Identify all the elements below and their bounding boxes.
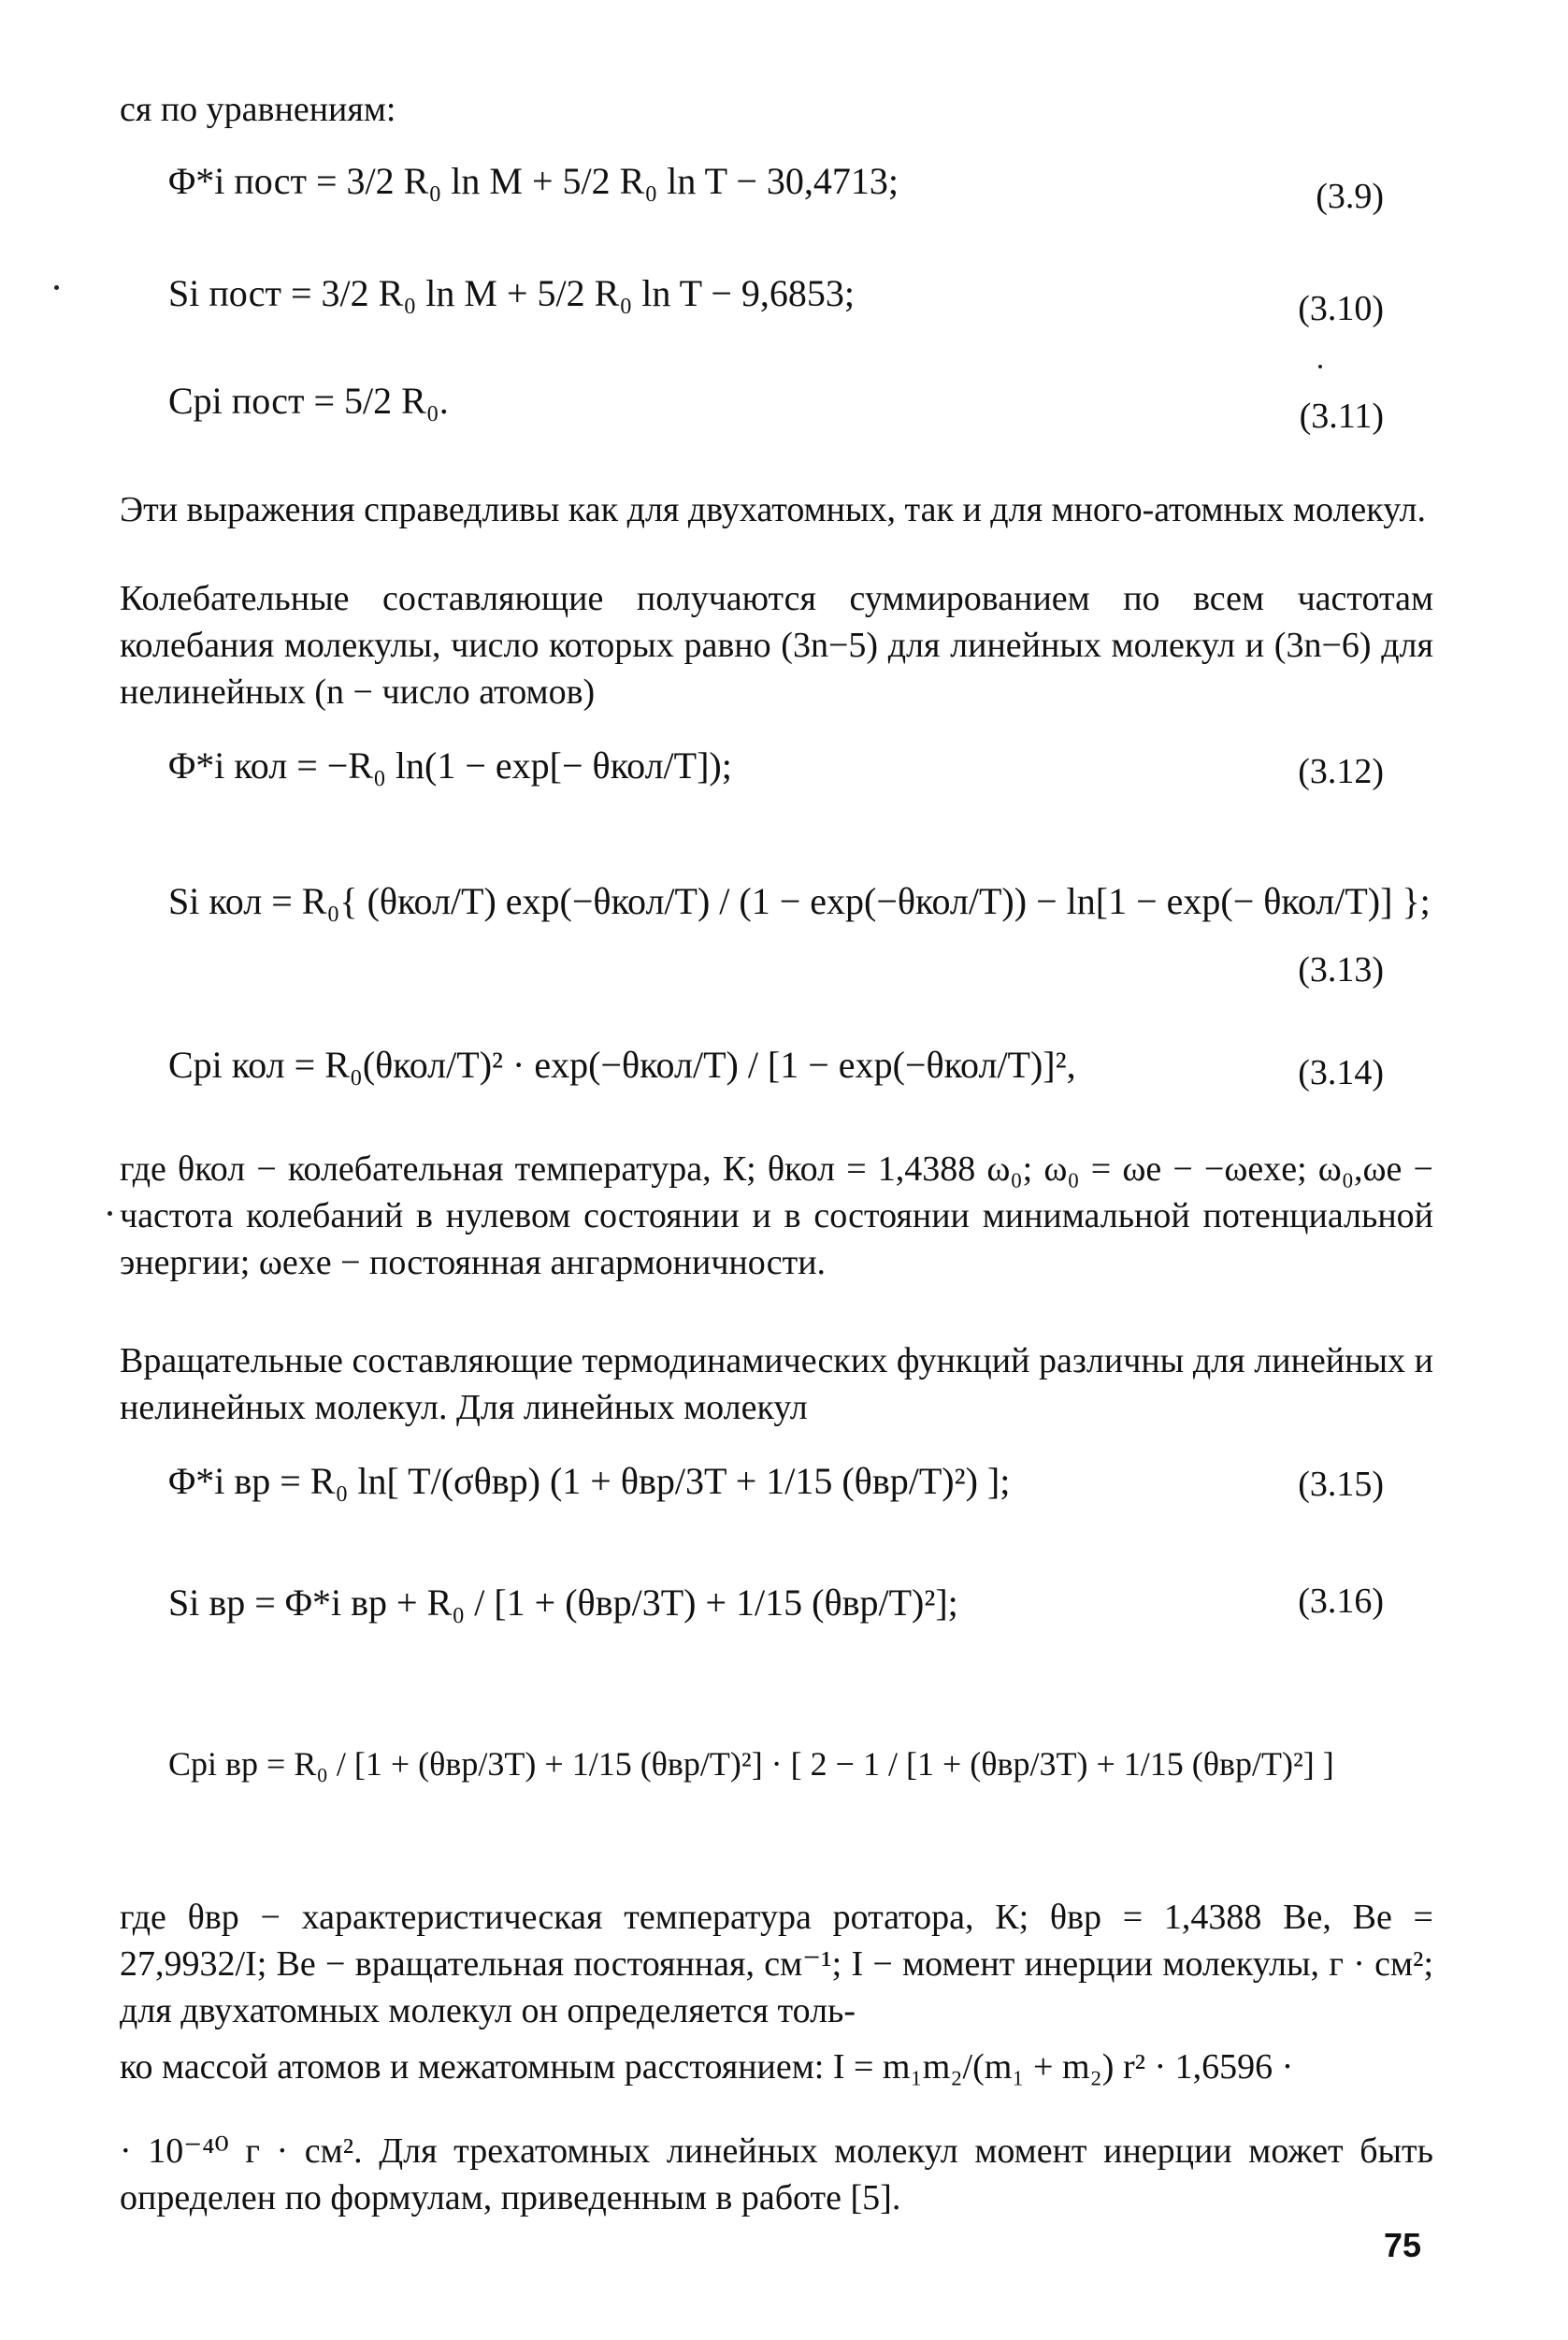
paragraph-7: · 10⁻⁴⁰ г · см². Для трехатомных линейных молекул момент инерции может быть определен по формулам, приведенным в работе [5].	[120, 2131, 1433, 2217]
equation-3-14	[168, 1015, 1412, 1136]
equation-lhs: Cpi вр	[168, 1745, 259, 1783]
equation-rhs: = −R₀ ln(1 − exp[− θкол/T]);	[296, 744, 732, 787]
equation-number: (3.12)	[1298, 752, 1384, 791]
equation-rhs: = R₀(θкол/T)² · exp(−θкол/T) / [1 − exp(−θкол/T)]²,	[294, 1044, 1076, 1086]
equation-number: (3.15)	[1298, 1465, 1384, 1504]
equation-number: (3.14)	[1298, 1053, 1384, 1092]
equation-number: (3.10)	[1298, 289, 1384, 328]
equation-3-12	[168, 725, 1412, 828]
equation-3-15	[168, 1436, 1412, 1548]
equation-rhs: = R₀ ln[ T/(σθвр) (1 + θвр/3T + 1/15 (θвр/T)²) ];	[280, 1460, 1011, 1502]
equation-lhs: Φ*i кол	[168, 744, 288, 787]
paragraph-5: где θвр − характеристическая температура ротатора, К; θвр = 1,4388 Be, Be = 27,9932/I; Be − вращательная постоянная, см⁻¹; I − момент инерции молекулы, г · см²; для двухатомных молекул он определяется толь-	[120, 1898, 1433, 2030]
equation-lhs: Si кол	[168, 880, 263, 922]
equation-number: (3.11)	[1299, 397, 1384, 436]
equation-lhs: Φ*i вр	[168, 1460, 271, 1502]
paragraph-4: Вращательные составляющие термодинамических функций различны для линейных и нелинейных молекул. Для линейных молекул	[120, 1341, 1433, 1427]
scan-speck	[108, 1211, 112, 1216]
equation-lhs: Si пост	[168, 272, 281, 314]
equation-rhs: = 3/2 R₀ ln M + 5/2 R₀ ln T − 30,4713;	[316, 160, 899, 202]
equation-lhs: Cpi пост	[168, 380, 305, 422]
paragraph-1: Эти выражения справедливы как для двухатомных, так и для много-атомных молекул.	[120, 490, 1427, 529]
paragraph-3: где θкол − колебательная температура, К; θкол = 1,4388 ω₀; ω₀ = ωe − −ωexe; ω₀,ωe − частота колебаний в нулевом состоянии и в состоянии минимальной потенциальной энергии; ωexe − постоянная ангармоничности.	[120, 1149, 1433, 1282]
equation-cpi-vr	[168, 1693, 1412, 1861]
intro-line: ся по уравнениям:	[120, 90, 396, 129]
equation-3-11	[168, 369, 1412, 472]
equation-number: (3.9)	[1316, 177, 1384, 216]
equation-rhs: = R₀{ (θкол/T) exp(−θкол/T) / (1 − exp(−θкол/T)) − ln[1 − exp(− θкол/T)] };	[271, 880, 1431, 922]
equation-lhs: Si вр	[168, 1582, 246, 1624]
paragraph-6: ко массой атомов и межатомным расстоянием: I = m₁m₂/(m₁ + m₂) r² · 1,6596 ·	[120, 2047, 1294, 2087]
equation-rhs: = 5/2 R₀.	[313, 380, 449, 422]
equation-3-16	[168, 1562, 1412, 1674]
equation-number: (3.13)	[1298, 950, 1384, 989]
equation-lhs: Φ*i пост	[168, 160, 307, 202]
scan-speck	[1318, 365, 1322, 368]
equation-3-13	[168, 846, 1431, 989]
paragraph-2: Колебательные составляющие получаются суммированием по всем частотам колебания молекулы, число которых равно (3n−5) для линейных молекул и (3n−6) для нелинейных (n − число атомов)	[120, 579, 1433, 712]
equation-rhs: = Φ*i вр + R₀ / [1 + (θвр/3T) + 1/15 (θвр/T)²];	[254, 1582, 958, 1624]
equation-number: (3.16)	[1298, 1582, 1384, 1621]
equation-rhs: = R₀ / [1 + (θвр/3T) + 1/15 (θвр/T)²] · [ 2 − 1 / [1 + (θвр/3T) + 1/15 (θвр/T)²] ]	[266, 1745, 1334, 1783]
page-number: 75	[1384, 2226, 1422, 2264]
equation-lhs: Cpi кол	[168, 1044, 285, 1086]
equation-rhs: = 3/2 R₀ ln M + 5/2 R₀ ln T − 9,6853;	[291, 272, 856, 314]
equation-3-9	[168, 150, 1412, 253]
equation-3-10	[168, 262, 1412, 365]
scan-speck	[54, 285, 59, 290]
